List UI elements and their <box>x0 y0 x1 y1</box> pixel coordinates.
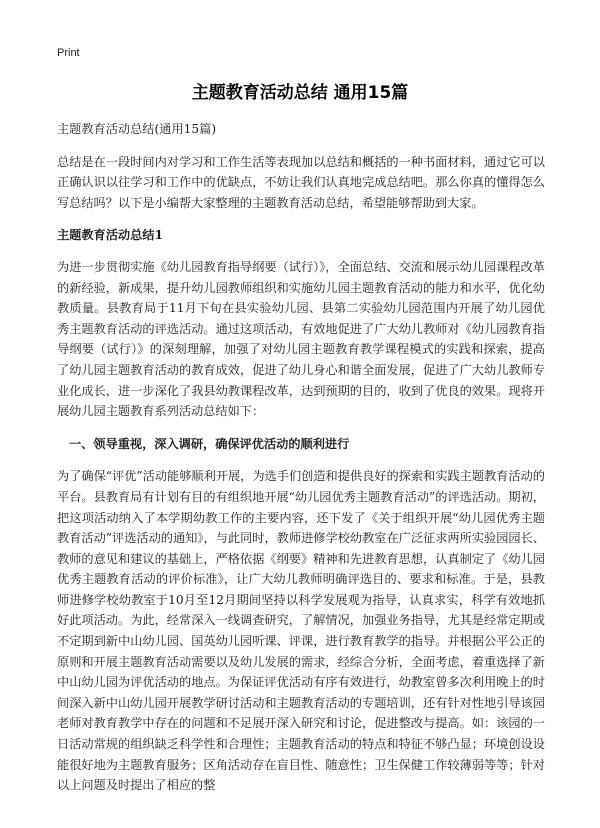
body-paragraph-1: 为进一步贯彻实施《幼儿园教育指导纲要（试行）》，全面总结、交流和展示幼儿园课程改革的新经验，新成果，提升幼儿园教师组织和实施幼儿园主题教育活动的能力和水平，优化幼教质量。县教育局于11月下旬在县实验幼儿园、县第二实验幼儿园范围内开展了幼儿园优秀主题教育活动的评选活动。通过这项活动，有效地促进了广大幼儿教师对《幼儿园教育指导纲要（试行）》的深刻理解，加强了对幼儿园主题教育教学课程模式的实践和探索，提高了幼儿园主题教育活动的教育成效，促进了幼儿身心和谐全面发展，促进了广大幼儿教师专业化成长，进一步深化了我县幼教课程改革，达到预期的目的，收到了优良的效果。现将开展幼儿园主题教育系列活动总结如下： <box>57 259 545 419</box>
intro-paragraph: 总结是在一段时间内对学习和工作生活等表现加以总结和概括的一种书面材料，通过它可以正确认识以往学习和工作中的优缺点，不妨让我们认真地完成总结吧。那么你真的懂得怎么写总结吗？以下是小编帮大家整理的主题教育活动总结，希望能够帮助到大家。 <box>57 154 545 210</box>
document-subtitle: 主题教育活动总结(通用15篇) <box>57 122 217 136</box>
section-heading: 主题教育活动总结1 <box>57 228 163 243</box>
document-body <box>57 119 545 796</box>
print-link[interactable]: Print <box>57 47 80 59</box>
document-title: 主题教育活动总结 通用15篇 <box>191 83 409 103</box>
body-paragraph-2: 为了确保“评优”活动能够顺利开展，为选手们创造和提供良好的探索和实践主题教育活动的平台。县教育局有计划有目的有组织地开展“幼儿园优秀主题教育活动”的评选活动。期初，把这项活动纳入了本学期幼教工作的主要内容，还下发了《关于组织开展“幼儿园优秀主题教育活动”评选活动的通知》，与此同时，教师进修学校幼教室在广泛征求两所实验园园长、教师的意见和建议的基础上，严格依据《纲要》精神和先进教育思想，认真制定了《幼儿园优秀主题教育活动的评价标准》，让广大幼儿教师明确评选目的、要求和标准。于是，县教师进修学校幼教室于10月至12月期间坚持以科学发展观为指导，认真求实，科学有效地抓好此项活动。为此，经常深入一线调查研究，了解情况，加强业务指导，尤其是经常定期或不定期到新中山幼儿园、国英幼儿园听课、评课，进行教育教学的指导。并根据公平公正的原则和开展主题教育活动需要以及幼儿发展的需求，经综合分析，全面考虑，着重选择了新中山幼儿园为评优活动的地点。为保证评优活动有序有效进行，幼教室曾多次利用晚上的时间深入新中山幼儿园开展教学研讨活动和主题教育活动的专题培训，还有针对性地引导该园老师对教育教学中存在的问题和不足展开深入研究和讨论，促进整改与提高。如：该园的一日活动常规的组织缺乏科学性和合理性；主题教育活动的特点和特征不够凸显；环境创设设能很好地为主题教育服务；区角活动存在盲目性、随意性；卫生保健工作较薄弱等等；针对以上问题及时提出了相应的整 <box>57 469 545 793</box>
sub-heading: 一、领导重视，深入调研，确保评优活动的顺利进行 <box>69 436 350 451</box>
